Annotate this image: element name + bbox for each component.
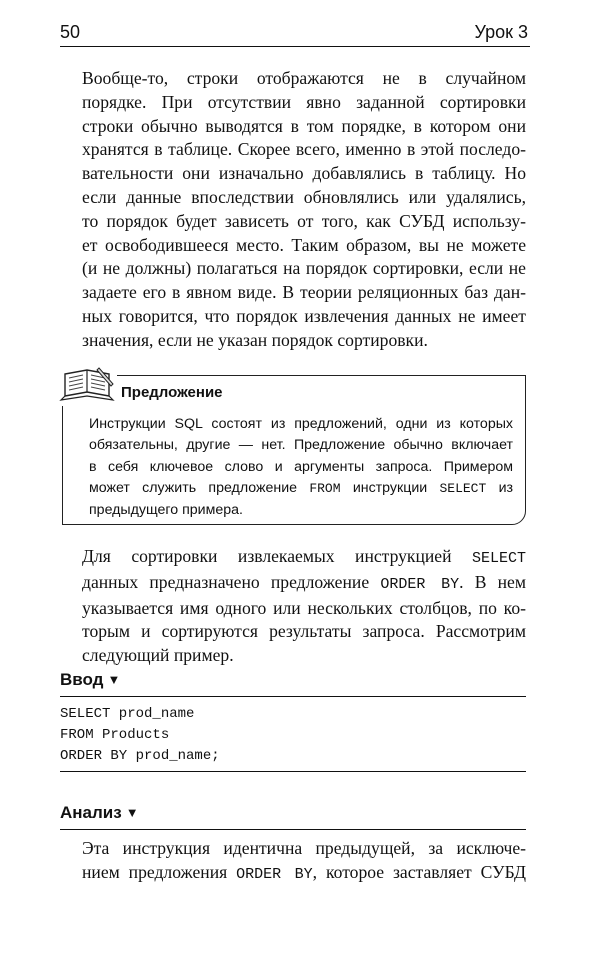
open-book-pencil-icon <box>59 366 117 406</box>
analysis-section-heading <box>60 803 526 823</box>
text-line: значения, если не указан порядок сортировки. <box>82 329 428 350</box>
code-listing <box>60 704 526 767</box>
section-title: Анализ <box>60 803 122 822</box>
text-line: ет освободившееся место. Таким образом, вы не можете <box>82 234 526 255</box>
text-fragment: , которое заставляет СУБД <box>312 861 527 882</box>
section-title: Ввод <box>60 670 104 689</box>
note-line <box>89 478 513 499</box>
note-text-fragment: из <box>486 480 513 497</box>
section-rule <box>60 696 526 697</box>
note-line: Инструкции SQL состоят из предложений, одни из которых <box>89 416 513 432</box>
text-line <box>60 571 526 597</box>
text-fragment: нием предложения <box>82 861 237 882</box>
section-rule <box>60 829 526 830</box>
text-line: Эта инструкция идентична предыдущей, за исключе- <box>82 838 526 858</box>
page-header <box>60 14 530 47</box>
text-fragment: . В нем <box>459 571 527 592</box>
code-keyword: ORDER BY <box>380 575 460 593</box>
text-line <box>60 861 526 887</box>
text-line: (и не должны) полагаться на порядок сортировки, если не <box>82 258 526 279</box>
text-line: хранятся в таблице. Скорее всего, именно в этой последо- <box>82 139 526 160</box>
triangle-down-icon: ▼ <box>125 805 139 820</box>
input-section-heading <box>60 670 526 690</box>
page-number: 50 <box>60 22 81 42</box>
text-fragment: Для сортировки извлекаемых инструкцией <box>82 546 472 566</box>
text-line: Вообще-то, строки отображаются не в случайном <box>82 68 526 88</box>
paragraph-sort-order <box>60 67 526 353</box>
text-line: ных говорится, что порядок извлечения данных не имеет <box>82 305 526 326</box>
paragraph-analysis <box>60 837 526 887</box>
note-text-fragment: может служить предложение <box>89 480 310 497</box>
code-line: FROM Products <box>60 727 170 743</box>
text-line: строки обычно выводятся в том порядке, в котором они <box>82 115 526 136</box>
note-box <box>62 375 526 525</box>
text-line <box>60 545 526 571</box>
note-line: в себя ключевое слово и аргументы запроса. Примером <box>89 458 513 475</box>
triangle-down-icon: ▼ <box>107 672 121 687</box>
text-line: вательности они изначально добавлялись в таблицу. Но <box>82 163 526 184</box>
code-keyword: FROM <box>309 481 341 497</box>
text-line: указывается имя одного или нескольких столбцов, по ко- <box>82 597 526 618</box>
note-line: обязательны, другие — нет. Предложение обычно включает <box>89 437 513 454</box>
note-line: предыдущего примера. <box>89 501 243 518</box>
text-line: порядке. При отсутствии явно заданной сортировки <box>82 91 526 112</box>
code-keyword: SELECT <box>471 550 526 567</box>
text-line: то порядок будет зависеть от того, как СУБД использу- <box>82 210 526 231</box>
note-text-fragment: инструкции <box>340 480 440 497</box>
paragraph-order-by <box>60 545 526 668</box>
code-keyword: ORDER BY <box>236 865 313 883</box>
text-line: торым и сортируются результаты запроса. Рассмотрим <box>82 621 526 642</box>
text-line: задаете его в явном виде. В теории реляционных баз дан- <box>82 282 526 303</box>
text-line: следующий пример. <box>82 645 234 666</box>
running-title: Урок 3 <box>474 22 528 42</box>
code-line: SELECT prod_name <box>60 706 195 722</box>
code-line: ORDER BY prod_name; <box>60 748 220 764</box>
text-fragment: данных предназначено предложение <box>82 571 381 592</box>
code-bottom-rule <box>60 771 526 772</box>
text-line: если данные впоследствии обновлялись или удалялись, <box>82 186 526 207</box>
note-text <box>89 414 513 521</box>
note-title: Предложение <box>121 384 223 401</box>
code-keyword: SELECT <box>439 481 487 497</box>
